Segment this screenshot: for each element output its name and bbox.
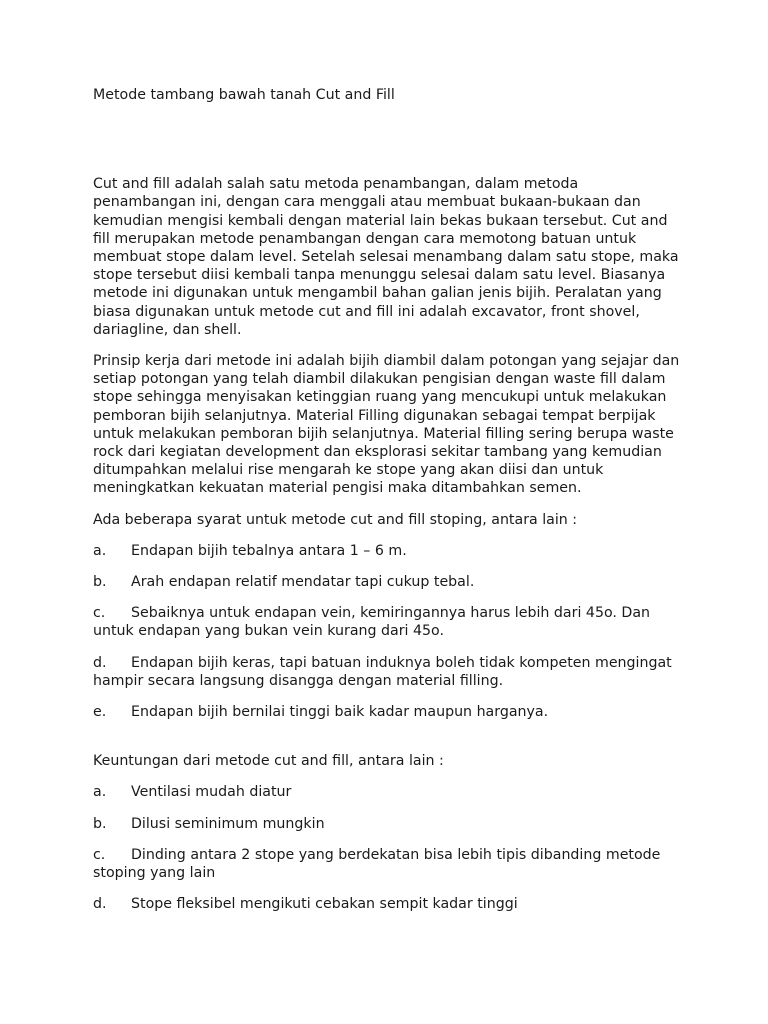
list-item-text: Ventilasi mudah diatur bbox=[131, 784, 292, 801]
list-marker: d. bbox=[93, 896, 107, 913]
requirement-item bbox=[93, 654, 680, 690]
list-item-text: Dilusi seminimum mungkin bbox=[131, 815, 325, 832]
list-marker: b. bbox=[93, 574, 107, 591]
list-item-text: Dinding antara 2 stope yang berdekatan bisa lebih tipis dibanding metode stoping yang lain bbox=[93, 846, 661, 882]
paragraph-working-principle: Prinsip kerja dari metode ini adalah bijih diambil dalam potongan yang sejajar dan setiap potongan yang telah diambil dilakukan pengisian dengan waste fill dalam stope sehingga menyisakan ketinggian ruang yang mencukupi untuk melakukan pemboran bijih selanjutnya. Material Filling digunakan sebagai tempat berpijak untuk melakukan pemboran bijih selanjutnya. Material filling sering berupa waste rock dari kegiatan development dan eksplorasi sekitar tambang yang kemudian ditumpahkan melalui rise mengarah ke stope yang akan diisi dan untuk meningkatkan kekuatan material pengisi maka ditambahkan semen. bbox=[93, 353, 680, 497]
paragraph-requirements-intro: Ada beberapa syarat untuk metode cut and fill stoping, antara lain : bbox=[93, 511, 578, 528]
advantage-item bbox=[93, 815, 680, 833]
list-item-text: Stope fleksibel mengikuti cebakan sempit kadar tinggi bbox=[131, 896, 518, 913]
list-marker: c. bbox=[93, 846, 106, 863]
requirement-item bbox=[93, 604, 680, 640]
advantage-item bbox=[93, 846, 680, 882]
list-marker: b. bbox=[93, 815, 107, 832]
advantage-item bbox=[93, 895, 680, 913]
list-item-text: Endapan bijih tebalnya antara 1 – 6 m. bbox=[131, 542, 407, 559]
advantage-item bbox=[93, 783, 680, 801]
requirement-item bbox=[93, 703, 680, 721]
list-marker: c. bbox=[93, 605, 106, 622]
list-item-text: Endapan bijih bernilai tinggi baik kadar maupun harganya. bbox=[131, 704, 549, 721]
list-marker: a. bbox=[93, 542, 107, 559]
requirement-item bbox=[93, 542, 680, 560]
list-item-text: Sebaiknya untuk endapan vein, kemiringannya harus lebih dari 45o. Dan untuk endapan yang bukan vein kurang dari 45o. bbox=[93, 605, 651, 640]
document-title: Metode tambang bawah tanah Cut and Fill bbox=[93, 87, 395, 103]
list-marker: d. bbox=[93, 654, 107, 671]
paragraph-advantages-intro: Keuntungan dari metode cut and fill, antara lain : bbox=[93, 753, 444, 770]
list-item-text: Endapan bijih keras, tapi batuan induknya boleh tidak kompeten mengingat hampir secara langsung disangga dengan material filling. bbox=[93, 654, 672, 689]
list-marker: a. bbox=[93, 784, 107, 801]
list-item-text: Arah endapan relatif mendatar tapi cukup tebal. bbox=[131, 574, 475, 591]
paragraph-cut-and-fill-definition: Cut and fill adalah salah satu metoda penambangan, dalam metoda penambangan ini, dengan cara menggali atau membuat bukaan-bukaan dan kemudian mengisi kembali dengan material lain bekas bukaan tersebut. Cut and fill merupakan metode penambangan dengan cara memotong batuan untuk membuat stope dalam level. Setelah selesai menambang dalam satu stope, maka stope tersebut diisi kembali tanpa menunggu selesai dalam satu level. Biasanya metode ini digunakan untuk mengambil bahan galian jenis bijih. Peralatan yang biasa digunakan untuk metode cut and fill ini adalah excavator, front shovel, dariagline, dan shell. bbox=[93, 176, 679, 338]
list-marker: e. bbox=[93, 704, 107, 721]
requirement-item bbox=[93, 573, 680, 591]
